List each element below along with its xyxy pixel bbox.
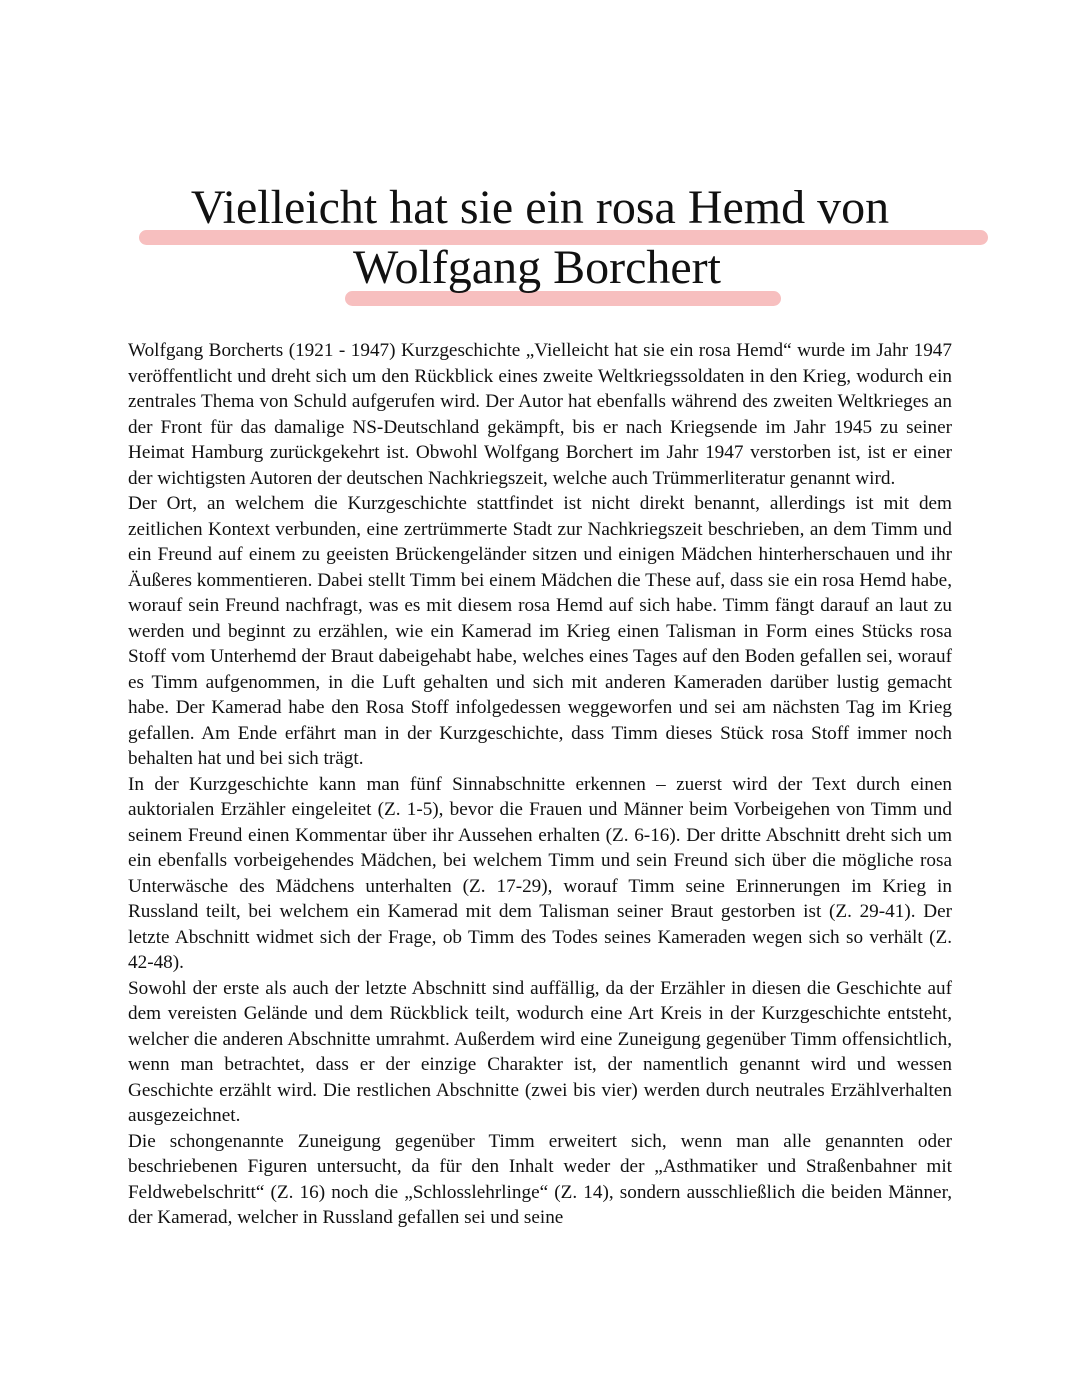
paragraph-3: In der Kurzgeschichte kann man fünf Sinnabschnitte erkennen – zuerst wird der Text durch einen auktorialen Erzähler eingeleitet (Z. 1-5), bevor die Frauen und Männer beim Vorbeigehen von Timm und seinem Freund einen Kommentar über ihr Aussehen erhalten (Z. 6-16). Der dritte Abschnitt dreht sich um ein ebenfalls vorbeigehendes Mädchen, bei welchem Timm und sein Freund sich über die mögliche rosa Unterwäsche des Mädchens unterhalten (Z. 17-29), worauf Timm seine Erinnerungen im Krieg in Russland teilt, bei welchem ein Kamerad mit dem Talisman seiner Braut gestorben ist (Z. 29-41). Der letzte Abschnitt widmet sich der Frage, ob Timm des Todes seines Kameraden wegen sich so verhält (Z. 42-48). xyxy=(128,773,952,973)
page-title-line-1: Vielleicht hat sie ein rosa Hemd von xyxy=(190,181,890,234)
article-body xyxy=(128,338,952,1231)
paragraph-1: Wolfgang Borcherts (1921 - 1947) Kurzgeschichte „Vielleicht hat sie ein rosa Hemd“ wurde im Jahr 1947 veröffentlicht und dreht sich um den Rückblick eines zweite Weltkriegssoldaten in den Krieg, wodurch ein zentrales Thema von Schuld aufgerufen wird. Der Autor hat ebenfalls während des zweiten Weltkrieges an der Front für das damalige NS-Deutschland gekämpft, bis er nach Kriegsende im Jahr 1945 zu seiner Heimat Hamburg zurückgekehrt ist. Obwohl Wolfgang Borchert im Jahr 1947 verstorben ist, ist er einer der wichtigsten Autoren der deutschen Nachkriegszeit, welche auch Trümmerliteratur genannt wird. xyxy=(128,340,952,489)
paragraph-4: Sowohl der erste als auch der letzte Abschnitt sind auffällig, da der Erzähler in diesen die Geschichte auf dem vereisten Gelände und dem Rückblick teilt, wodurch eine Art Kreis in der Kurzgeschichte entsteht, welcher die anderen Abschnitte umrahmt. Außerdem wird eine Zuneigung gegenüber Timm offensichtlich, wenn man betrachtet, dass er der einzige Charakter ist, der namentlich genannt wird und wessen Geschichte erzählt wird. Die restlichen Abschnitte (zwei bis vier) werden durch neutrales Erzählverhalten ausgezeichnet. xyxy=(128,977,952,1126)
page-title-line-2: Wolfgang Borchert xyxy=(352,241,721,294)
paragraph-2: Der Ort, an welchem die Kurzgeschichte stattfindet ist nicht direkt benannt, allerdings ist mit dem zeitlichen Kontext verbunden, eine zertrümmerte Stadt zur Nachkriegszeit beschrieben, an dem Timm und ein Freund auf einem zu geeisten Brückengeländer sitzen und einigen Mädchen hinterherschauen und ihr Äußeres kommentieren. Dabei stellt Timm bei einem Mädchen die These auf, dass sie ein rosa Hemd habe, worauf sein Freund nachfragt, was es mit diesem rosa Hemd auf sich habe. Timm fängt darauf an laut zu werden und beginnt zu erzählen, wie ein Kamerad im Krieg einen Talisman in Form eines Stücks rosa Stoff vom Unterhemd der Braut dabeigehabt habe, welches eines Tages auf den Boden gefallen sei, worauf es Timm aufgenommen, in die Luft gehalten und sich mit anderen Kameraden darüber lustig gemacht habe. Der Kamerad habe den Rosa Stoff infolgedessen weggeworfen und sei am nächsten Tag im Krieg gefallen. Am Ende erfährt man in der Kurzgeschichte, dass Timm dieses Stück rosa Stoff immer noch behalten hat und bei sich trägt. xyxy=(128,493,952,769)
paragraph-5: Die schongenannte Zuneigung gegenüber Timm erweitert sich, wenn man alle genannten oder beschriebenen Figuren untersucht, da für den Inhalt weder der „Asthmatiker und Straßenbahner mit Feldwebelschritt“ (Z. 16) noch die „Schlosslehrlinge“ (Z. 14), sondern ausschließlich die beiden Männer, der Kamerad, welcher in Russland gefallen sei und seine xyxy=(128,1130,952,1228)
